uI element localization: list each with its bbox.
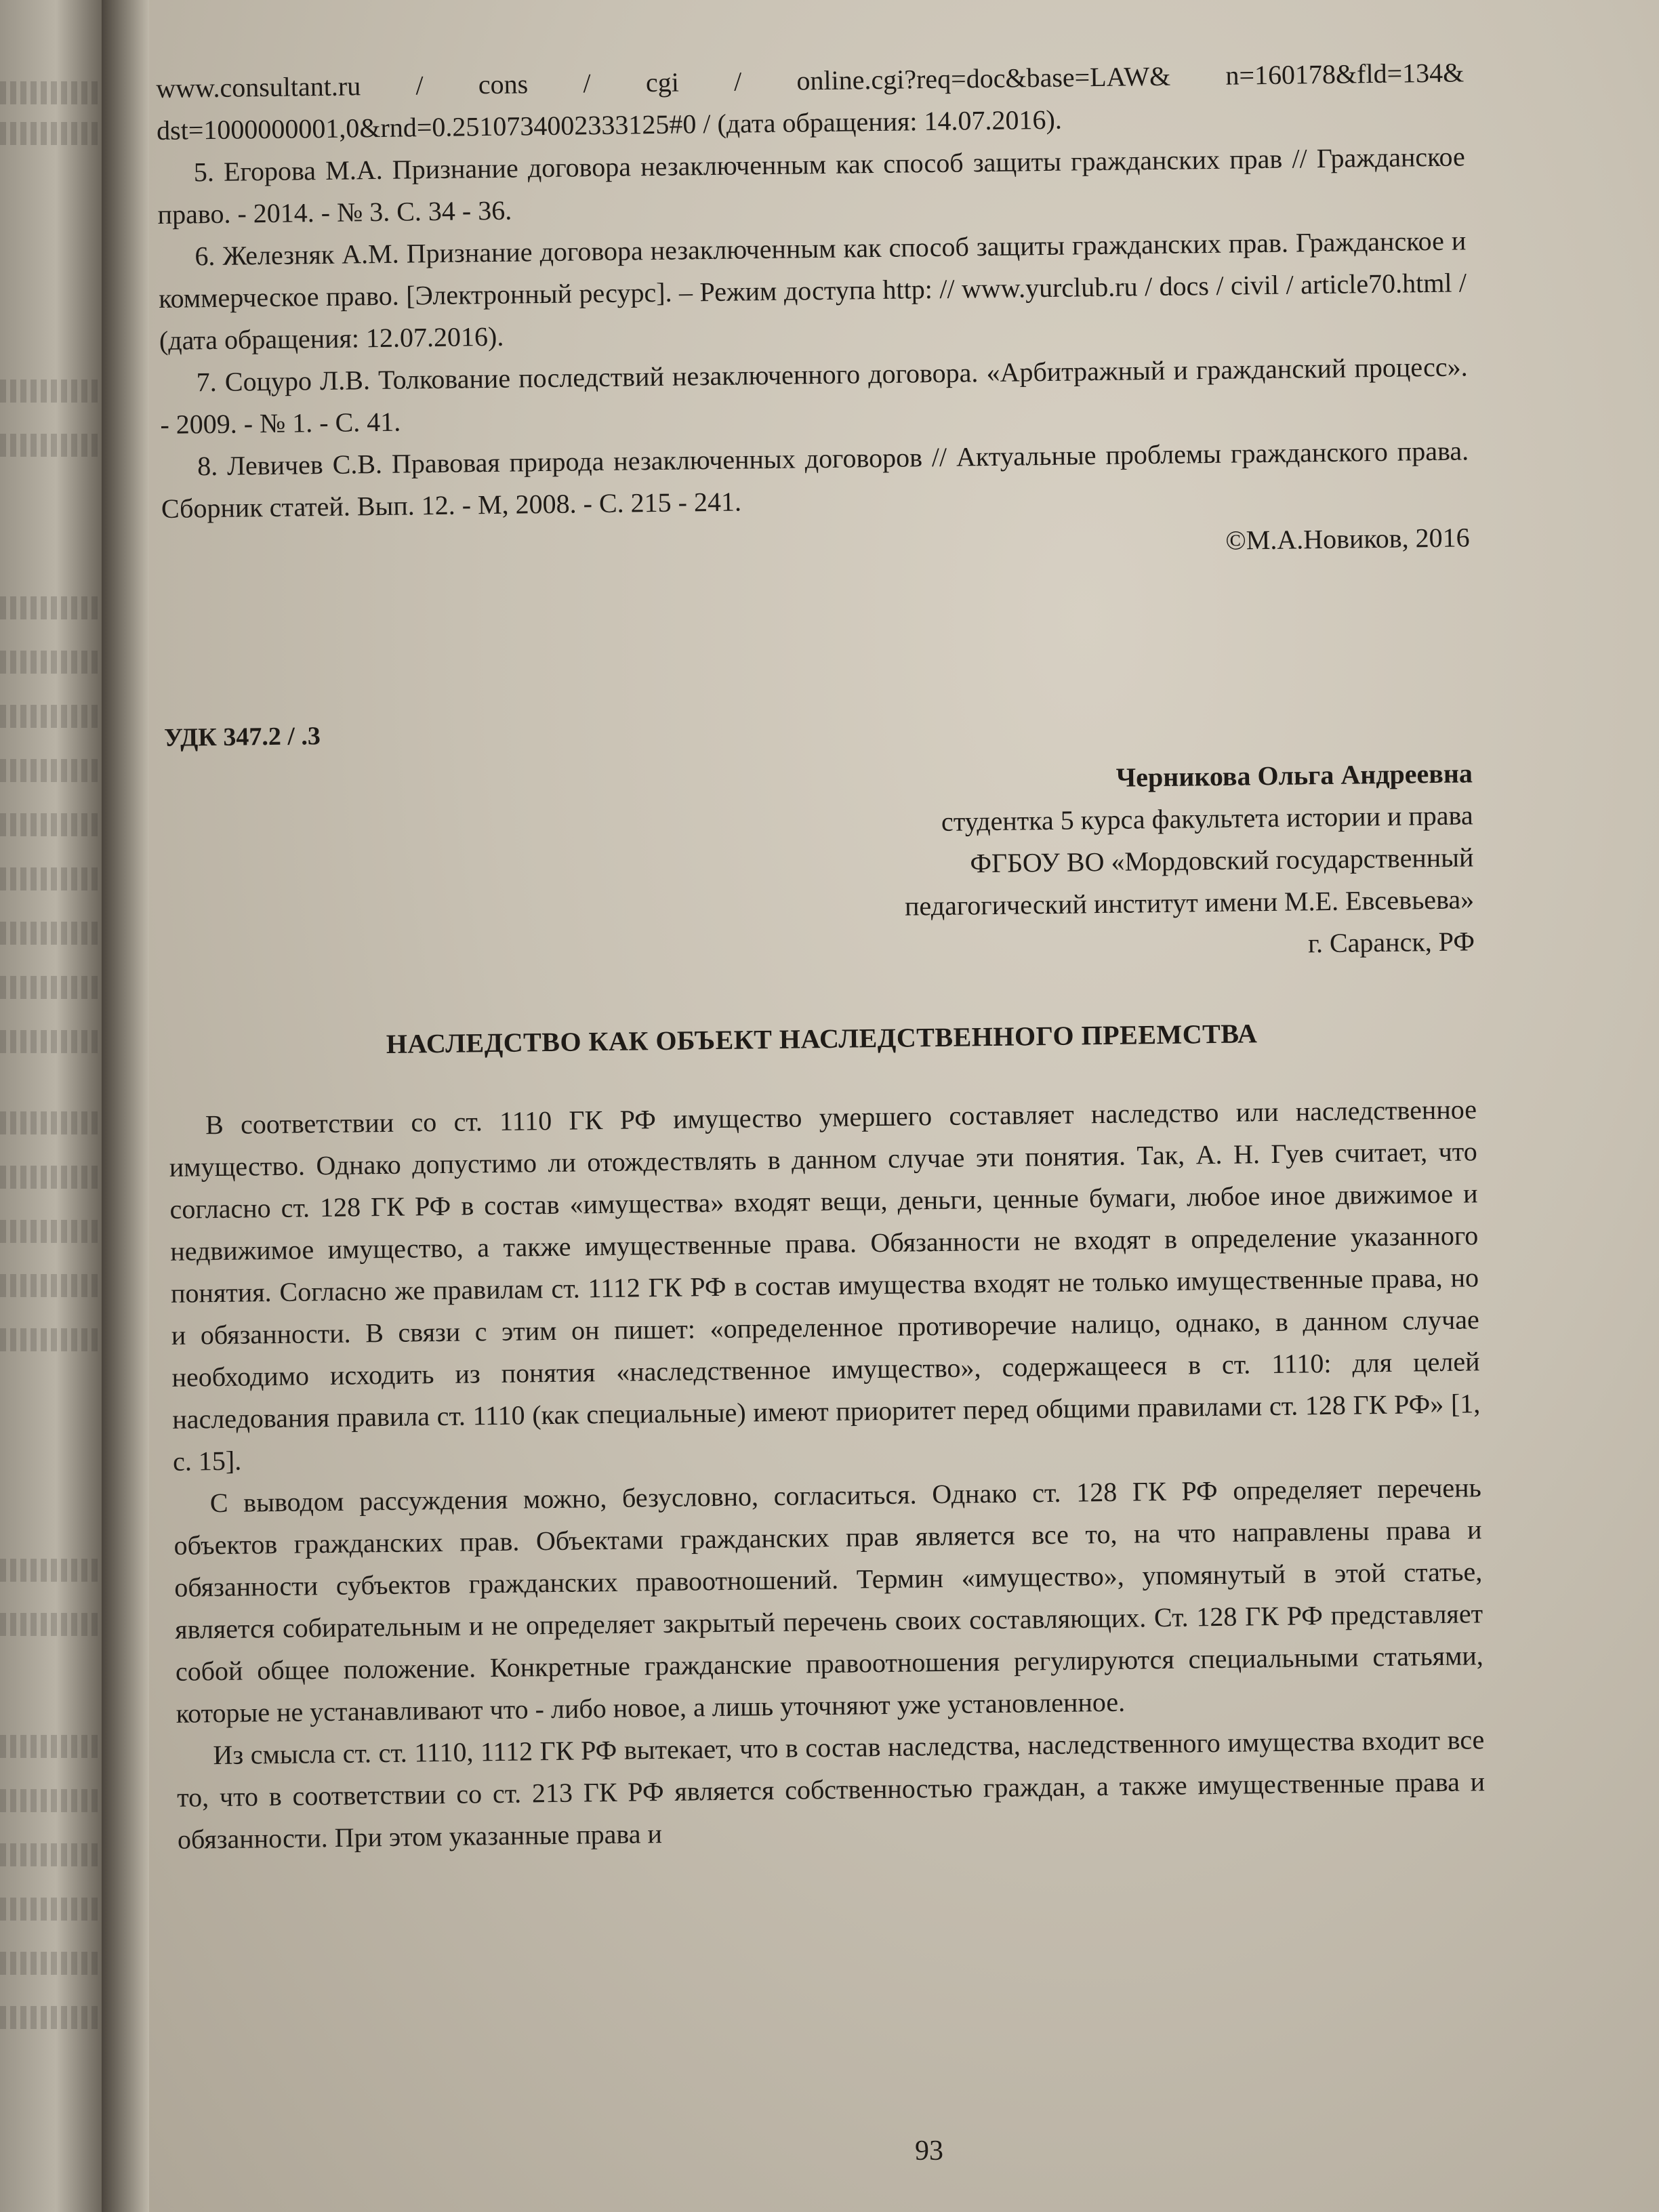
author-affiliation-line: ФГБОУ ВО «Мордовский государственный — [970, 842, 1474, 879]
body-paragraph: В соответствии со ст. 1110 ГК РФ имущество умершего составляет наследство или наследственное имущество. Однако допустимо ли отождествлять в данном случае эти понятия. Так, А. Н. Гуев считает, что согласно ст. 128 ГК РФ в состав «имущества» входят вещи, деньги, ценные бумаги, любое иное движимое и недвижимое имущество, а также имущественные права. Обязанности не входят в определение указанного понятия. Согласно же правилам ст. 1112 ГК РФ в состав имущества входят не только имущественные права, но и обязанности. В связи с этим он пишет: «определенное противоречие налицо, однако, в данном случае необходимо исходить из понятия «наследственное имущество», содержащееся в ст. 1110: для целей наследования правила ст. 1110 (как специальные) имеют приоритет перед общими правилами ст. 128 ГК РФ» [1, с. 15]. — [169, 1094, 1481, 1477]
article-body — [169, 1088, 1486, 1860]
author-affiliation-line: студентка 5 курса факультета истории и права — [941, 800, 1473, 837]
article-title: НАСЛЕДСТВО КАК ОБЪЕКТ НАСЛЕДСТВЕННОГО ПРЕЕМСТВА — [386, 1018, 1258, 1059]
author-city: г. Саранск, РФ — [1307, 926, 1475, 959]
reference-item: 7. Соцуро Л.В. Толкование последствий незаключенного договора. «Арбитражный и гражданский процесс». - 2009. - № 1. - С. 41. — [160, 351, 1468, 440]
author-name: Черникова Ольга Андреевна — [1115, 758, 1473, 793]
book-gutter — [102, 0, 149, 2212]
book-page — [149, 0, 1659, 2212]
author-block — [165, 752, 1475, 979]
reference-item: 5. Егорова М.А. Признание договора незаключенным как способ защиты гражданских прав // Гражданское право. - 2014. - № 3. С. 34 - 36. — [157, 141, 1466, 230]
body-paragraph: Из смысла ст. ст. 1110, 1112 ГК РФ вытекает, что в состав наследства, наследственного имущества входит все то, что в соответствии со ст. 213 ГК РФ является собственностью граждан, а также имущественные права и обязанности. При этом указанные права и — [176, 1724, 1486, 1855]
page-number: 93 — [915, 2135, 943, 2167]
copyright-line: ©М.А.Новиков, 2016 — [1225, 522, 1470, 556]
reference-list — [156, 52, 1469, 530]
reference-item: 8. Левичев С.В. Правовая природа незаключенных договоров // Актуальные проблемы гражданского права. Сборник статей. Вып. 12. - М, 2008. - С. 215 - 241. — [161, 435, 1469, 524]
reference-item: www.consultant.ru / cons / cgi / online.cgi?req=doc&base=LAW& n=160178&fld=134& dst=1000000001,0&rnd=0.2510734002333125#0 / (дата обращения: 14.07.2016). — [156, 57, 1465, 146]
previous-page-edge — [0, 0, 102, 2212]
page-content — [156, 52, 1486, 1860]
udk-code: УДК 347.2 / .3 — [163, 722, 321, 752]
reference-item: 6. Железняк А.М. Признание договора незаключенным как способ защиты гражданских прав. Гражданское и коммерческое право. [Электронный ресурс]. – Режим доступа http: // www.yurclub.ru / docs / civil / article70.html / (дата обращения: 12.07.2016). — [158, 225, 1467, 356]
author-affiliation-line: педагогический институт имени М.Е. Евсевьева» — [904, 884, 1475, 922]
body-paragraph: С выводом рассуждения можно, безусловно, согласиться. Однако ст. 128 ГК РФ определяет перечень объектов гражданских прав. Объектами гражданских прав является все то, на что направлены права и обязанности субъектов гражданских правоотношений. Термин «имущество», упомянутый в этой статье, является собирательным и не определяет закрытый перечень своих составляющих. Ст. 128 ГК РФ представляет собой общее положение. Конкретные гражданские правоотношения регулируются специальными статьями, которые не устанавливают что - либо новое, а лишь уточняют уже установленное. — [173, 1472, 1484, 1729]
